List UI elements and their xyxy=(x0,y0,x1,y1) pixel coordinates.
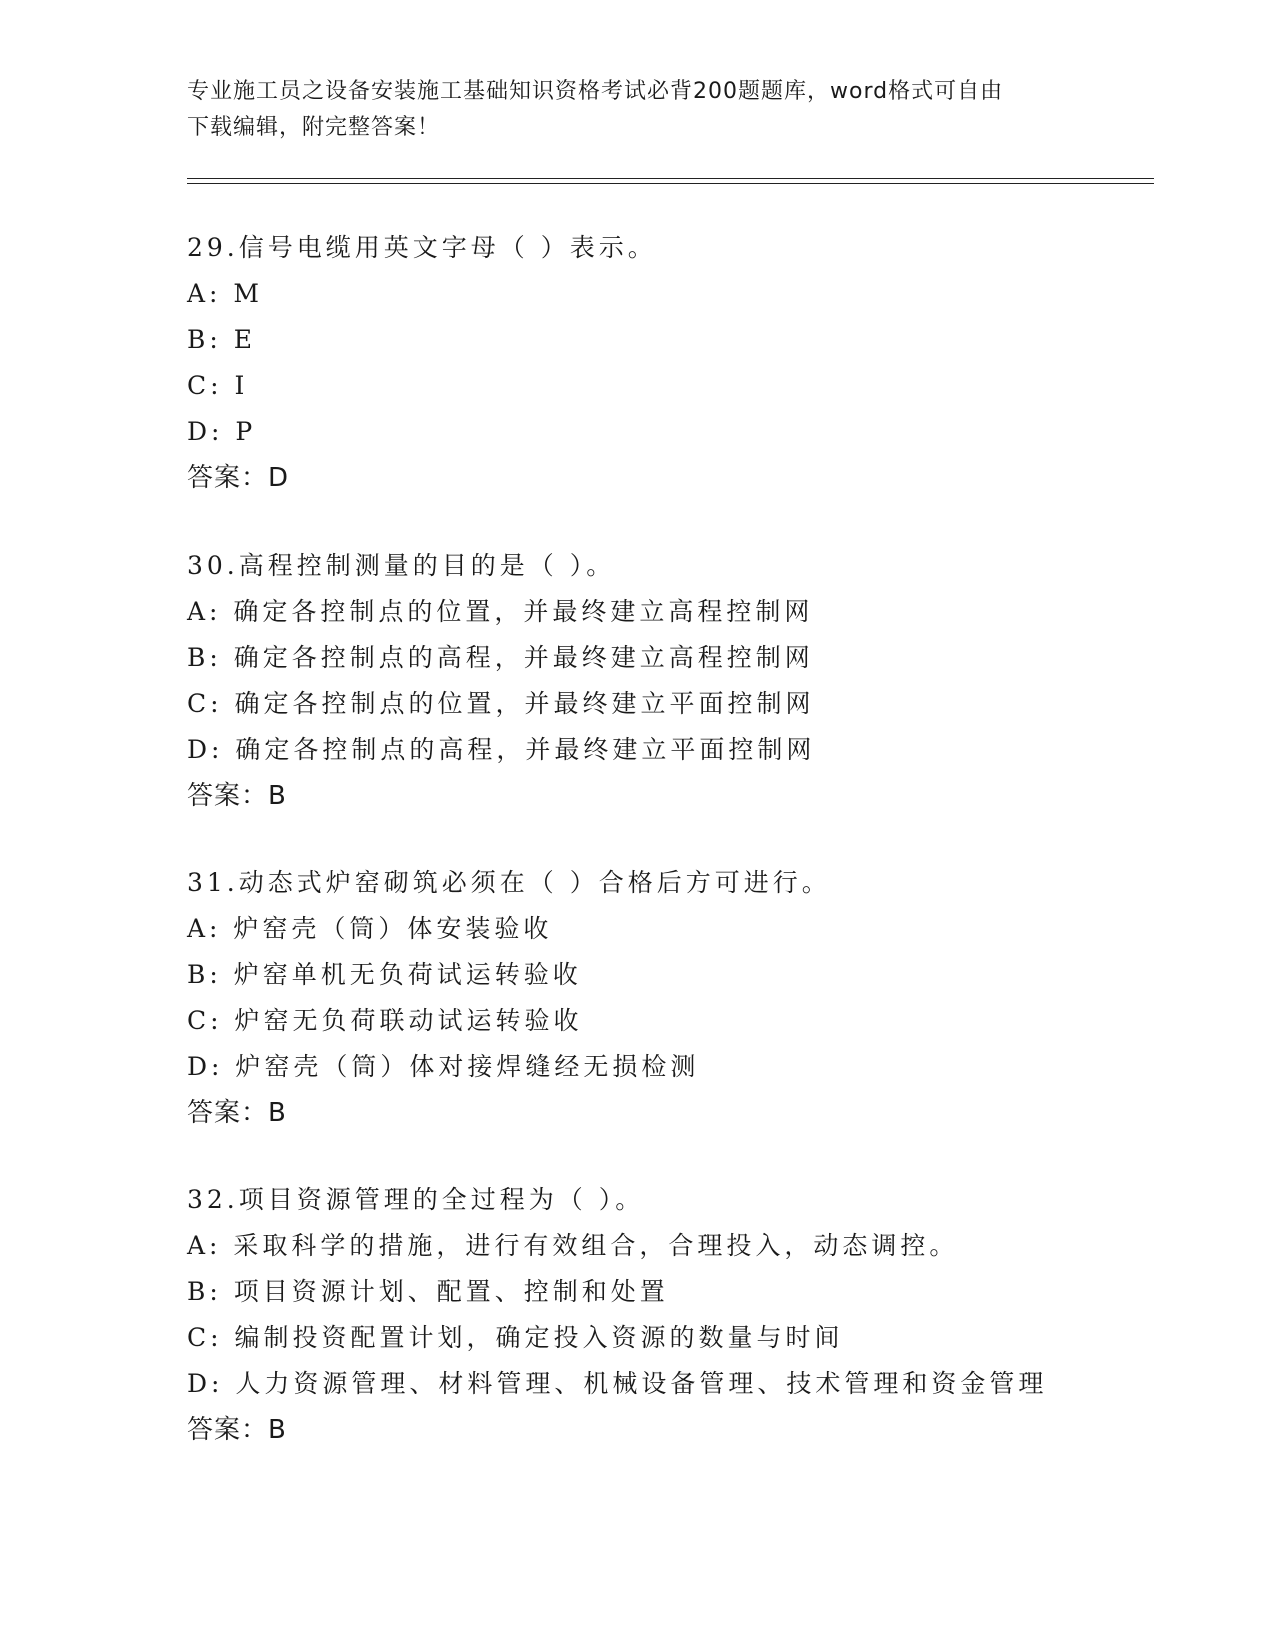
question-29 xyxy=(187,225,1147,501)
question-stem: 30.高程控制测量的目的是（ ）。 xyxy=(187,551,616,580)
option-b: B: 项目资源计划、配置、控制和处置 xyxy=(187,1277,669,1306)
option-d: D: 炉窑壳（筒）体对接焊缝经无损检测 xyxy=(187,1052,700,1081)
question-30 xyxy=(187,543,1147,819)
option-c: C: 确定各控制点的位置，并最终建立平面控制网 xyxy=(187,689,815,718)
question-32 xyxy=(187,1177,1147,1453)
option-a: A: 采取科学的措施，进行有效组合，合理投入，动态调控。 xyxy=(187,1231,959,1260)
option-c: C: I xyxy=(187,371,249,400)
header-line-1: 专业施工员之设备安装施工基础知识资格考试必背200题题库，word格式可自由 xyxy=(187,79,1004,104)
question-stem: 32.项目资源管理的全过程为（ ）。 xyxy=(187,1185,645,1214)
option-b: B: 确定各控制点的高程，并最终建立高程控制网 xyxy=(187,643,814,672)
question-31 xyxy=(187,860,1147,1136)
option-b: B: E xyxy=(187,325,256,354)
option-c: C: 编制投资配置计划，确定投入资源的数量与时间 xyxy=(187,1323,844,1352)
question-stem: 29.信号电缆用英文字母（ ）表示。 xyxy=(187,233,657,262)
option-a: A: 确定各控制点的位置，并最终建立高程控制网 xyxy=(187,597,814,626)
document-header xyxy=(187,74,1067,146)
option-d: D: 人力资源管理、材料管理、机械设备管理、技术管理和资金管理 xyxy=(187,1369,1048,1398)
answer-line: 答案：B xyxy=(187,781,287,811)
answer-line: 答案：B xyxy=(187,1415,287,1445)
header-divider-top xyxy=(187,178,1154,179)
header-line-2: 下载编辑，附完整答案！ xyxy=(187,115,441,140)
header-divider-bottom xyxy=(187,183,1154,184)
option-a: A: M xyxy=(187,279,264,308)
option-b: B: 炉窑单机无负荷试运转验收 xyxy=(187,960,582,989)
option-a: A: 炉窑壳（筒）体安装验收 xyxy=(187,914,553,943)
question-stem: 31.动态式炉窑砌筑必须在（ ）合格后方可进行。 xyxy=(187,868,831,897)
option-d: D: P xyxy=(187,417,257,446)
option-d: D: 确定各控制点的高程，并最终建立平面控制网 xyxy=(187,735,816,764)
option-c: C: 炉窑无负荷联动试运转验收 xyxy=(187,1006,583,1035)
answer-line: 答案：B xyxy=(187,1098,287,1128)
answer-line: 答案：D xyxy=(187,463,290,493)
